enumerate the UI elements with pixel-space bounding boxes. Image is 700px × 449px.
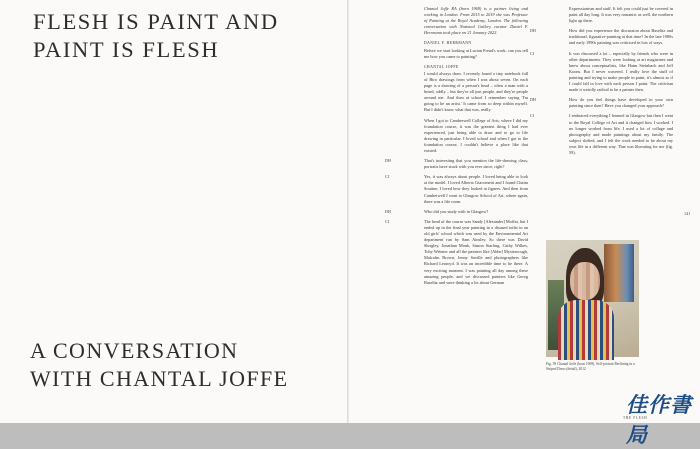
- speaker-initials: DH: [385, 159, 392, 164]
- speaker-initials: DH: [530, 98, 537, 103]
- text-column-2: [530, 6, 673, 160]
- dialogue-entry: [530, 28, 673, 46]
- subtitle-line-2: WITH CHANTAL JOFFE: [30, 366, 289, 391]
- paragraph: Before we start looking at Lucian Freud's work, can you tell me how you came to painting?: [424, 47, 528, 59]
- chapter-title: [33, 8, 279, 64]
- painting-image: [546, 240, 639, 357]
- paragraph: I embraced everything I learned in Glasgow but then I went to the Royal College of Art and it changed how I worked. I no longer worked from life, I used a lot of collage and photography and made paintings about my family. The subject shifted, and I felt the work needed to be about my own life in a different way. That was liberating for me (fig. 59).: [569, 113, 673, 155]
- paragraph: It was discussed a lot – especially by friends who were in other departments. They were looking at art magazines and knew about conceptualists, like Haim Steinbach and Jeff Koons. But I never wavered. I really love the stuff of painting and trying to make people in paint, it's almost as if I could fall in love with each person I paint. The criticism made it weirdly radical to be a painter then.: [569, 50, 673, 93]
- running-footer: THE FLESH: [623, 416, 648, 420]
- dialogue-entry: [385, 158, 528, 170]
- paragraph: Who did you study with in Glasgow?: [424, 208, 489, 214]
- blurred-face: [570, 262, 600, 300]
- right-page: [349, 0, 700, 447]
- title-line-2: PAINT IS FLESH: [33, 37, 220, 62]
- title-line-1: FLESH IS PAINT AND: [33, 9, 279, 34]
- speaker-initials: CJ: [385, 175, 390, 180]
- paragraph: Expressionism and stuff. It felt you could just be covered in paint all day long. It was very romantic as well, the northern light up there.: [569, 6, 673, 24]
- dialogue-entry: [385, 174, 528, 204]
- paragraph: Yes, it was always about people. I loved being able to look at the model. I loved Alberto Giacometti and I found Chaim Soutine; I loved how they looked at figures. And then from Camberwell I went to Glasgow School of Art, where again, there was a life room.: [424, 174, 528, 204]
- dialogue-entry: [530, 50, 673, 94]
- speaker-label: CHANTAL JOFFE: [424, 64, 459, 69]
- watermark: 佳作書局: [626, 393, 692, 447]
- paragraph: How do you feel things have developed in your own painting since then? Have you changed your approach?: [569, 97, 673, 109]
- speaker-initials: CJ: [385, 219, 390, 224]
- subtitle-line-1: A CONVERSATION: [30, 338, 239, 363]
- dialogue-entry: [385, 208, 528, 215]
- speaker-initials: DH: [530, 29, 537, 34]
- paragraph: I would always draw. I recently found a tiny notebook full of Biro drawings from when I was about seven. On each page is a drawing of a person's head – often a man with a beard, oddly – but they're all just people, and they're people around me. And then at school I remember saying 'I'm going to be an artist.' It came from so deep within myself. But I didn't know what that was, really.: [424, 70, 528, 113]
- page-number: 141: [684, 211, 691, 216]
- dialogue-entry: [385, 218, 528, 286]
- chapter-subtitle: [30, 337, 289, 393]
- striped-dress: [558, 300, 614, 360]
- paragraph: How did you experience the discussion about Baselitz and traditional, figurative painting at that time? In the late 1980s and early 1990s painting was criticised in lots of ways.: [569, 28, 673, 46]
- dialogue-entry: [530, 97, 673, 109]
- figure-caption: Fig. 59 Chantal Joffe (born 1969), Self-portrait Reclining in a Striped Dress (detail), 2012: [546, 362, 635, 371]
- paragraph: When I got to Camberwell College of Arts, where I did my foundation course, it was the greatest thing I had ever experienced, just being able to draw and to go to life drawing in particular. I loved school and when I got to the foundation course, I couldn't believe a place like that existed.: [424, 117, 528, 153]
- speaker-label: DANIEL F. HERRMANN: [424, 41, 472, 46]
- intro-paragraph: Chantal Joffe RA (born 1969) is a painter living and working in London. From 2015 to 2019 she was Professor of Painting at the Royal Academy, London. The following conversation with National Gallery curator Daniel F. Herrmann took place on 21 January 2022.: [424, 6, 528, 36]
- speaker-initials: CJ: [530, 51, 535, 56]
- speaker-initials: CJ: [530, 114, 535, 119]
- paragraph: That's interesting that you mention the life-drawing class; portraits have stuck with you ever since, right?: [424, 158, 528, 170]
- text-column-1: [385, 6, 528, 290]
- left-page: [0, 0, 347, 423]
- dialogue-entry: [530, 113, 673, 156]
- paragraph: The head of the course was Sandy [Alexander] Moffat, but I ended up in the final year painting in a disused toilet in an old girls' school which was used by the Environmental Art department run by Sam Ainsley. So there was David Shrigley, Jonathan Monk, Simon Starling, Cathy Wilkes, Toby Webster and all the painters like [Abbe] Mysteroough, Malcolm Brown, Jenny Saville and photographers like Richard Learoyd. It was an incredible time to be there. A very exciting moment. I was painting all day among these amazing people, and we discussed painters like Georg Baselitz and were thinking a lot about German: [424, 218, 528, 285]
- speaker-initials: DH: [385, 209, 392, 214]
